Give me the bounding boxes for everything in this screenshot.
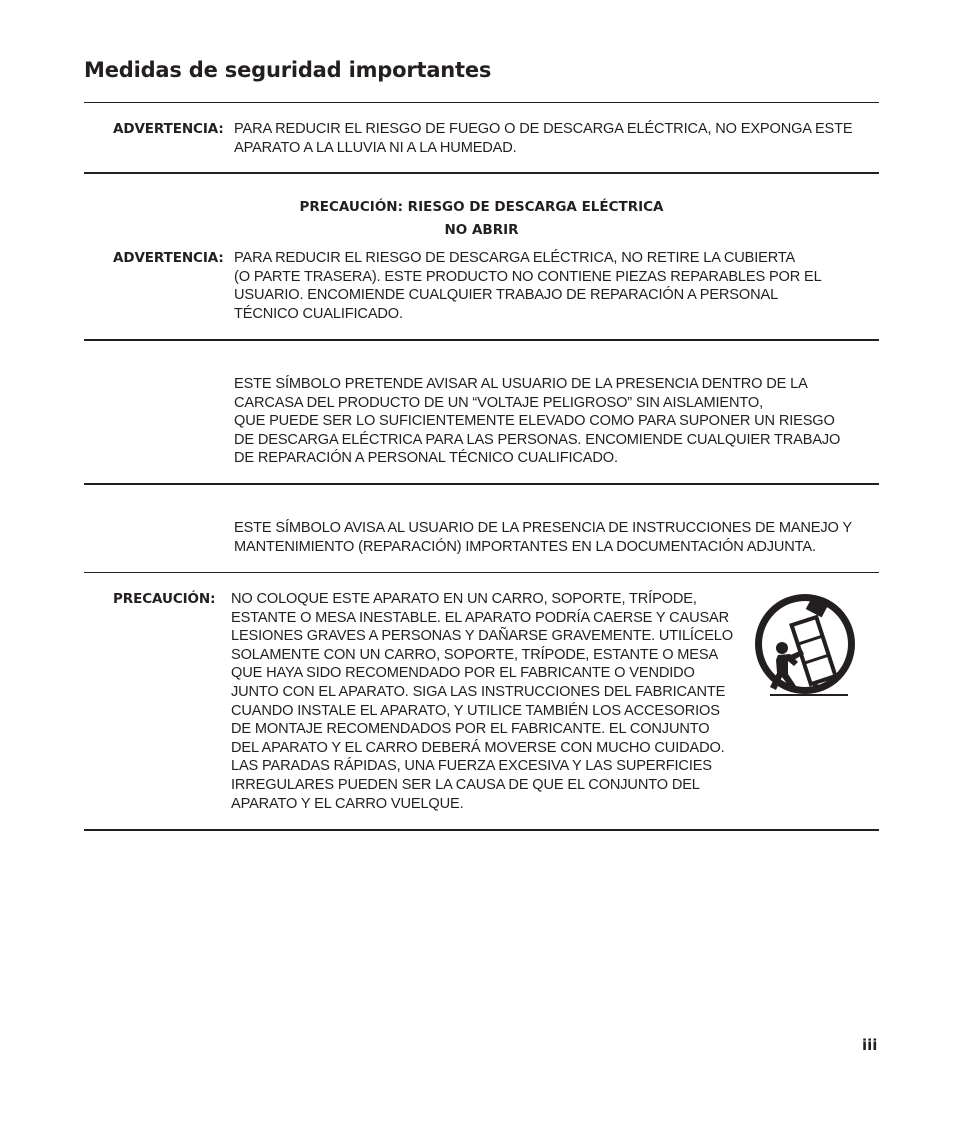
text-line: DE REPARACIÓN A PERSONAL TÉCNICO CUALIFICADO. [234,450,618,467]
caution-header-line: PRECAUCIÓN: RIESGO DE DESCARGA ELÉCTRICA [299,199,664,215]
warning-label: ADVERTENCIA: [113,250,224,266]
warning-label: ADVERTENCIA: [113,121,224,137]
divider [84,483,879,485]
voltage-symbol-text [234,375,840,468]
text-line: PARA REDUCIR EL RIESGO DE FUEGO O DE DESCARGA ELÉCTRICA, NO EXPONGA ESTE [234,121,853,137]
page-title: Medidas de seguridad importantes [84,58,492,82]
text-line: APARATO Y EL CARRO VUELQUE. [231,795,464,812]
divider [84,172,879,174]
caution-header [84,196,879,242]
text-line: NO COLOQUE ESTE APARATO EN UN CARRO, SOPORTE, TRÍPODE, [231,591,697,607]
caution-text [231,590,733,813]
caution-header-line: NO ABRIR [444,222,519,238]
text-line: CUANDO INSTALE EL APARATO, Y UTILICE TAMBIÉN LOS ACCESORIOS [231,702,720,719]
text-line: ESTE SÍMBOLO PRETENDE AVISAR AL USUARIO DE LA PRESENCIA DENTRO DE LA [234,376,808,392]
text-line: TÉCNICO CUALIFICADO. [234,305,403,322]
text-line: DE DESCARGA ELÉCTRICA PARA LAS PERSONAS. ENCOMIENDE CUALQUIER TRABAJO [234,431,841,448]
text-line: PARA REDUCIR EL RIESGO DE DESCARGA ELÉCTRICA, NO RETIRE LA CUBIERTA [234,250,796,266]
divider-top [84,102,879,103]
text-line: ESTE SÍMBOLO AVISA AL USUARIO DE LA PRESENCIA DE INSTRUCCIONES DE MANEJO Y [234,520,852,536]
text-line: SOLAMENTE CON UN CARRO, SOPORTE, TRÍPODE, ESTANTE O MESA [231,646,719,663]
text-line: USUARIO. ENCOMIENDE CUALQUIER TRABAJO DE REPARACIÓN A PERSONAL [234,287,779,304]
cart-tipover-warning-icon [752,594,858,700]
text-line: DEL APARATO Y EL CARRO DEBERÁ MOVERSE CON MUCHO CUIDADO. [231,739,725,756]
text-line: DE MONTAJE RECOMENDADOS POR EL FABRICANTE. EL CONJUNTO [231,721,710,738]
text-line: QUE PUEDE SER LO SUFICIENTEMENTE ELEVADO COMO PARA SUPONER UN RIESGO [234,413,835,430]
divider-bottom [84,829,879,831]
text-line: IRREGULARES PUEDEN SER LA CAUSA DE QUE EL CONJUNTO DEL [231,776,700,793]
text-line: CARCASA DEL PRODUCTO DE UN “VOLTAJE PELIGROSO” SIN AISLAMIENTO, [234,394,764,411]
text-line: (O PARTE TRASERA). ESTE PRODUCTO NO CONTIENE PIEZAS REPARABLES POR EL [234,268,822,285]
page-number: iii [862,1036,878,1054]
text-line: MANTENIMIENTO (REPARACIÓN) IMPORTANTES EN LA DOCUMENTACIÓN ADJUNTA. [234,538,816,555]
instructions-symbol-text [234,519,852,556]
text-line: LESIONES GRAVES A PERSONAS Y DAÑARSE GRAVEMENTE. UTILÍCELO [231,628,733,645]
text-line: JUNTO CON EL APARATO. SIGA LAS INSTRUCCIONES DEL FABRICANTE [231,683,726,700]
caution-label: PRECAUCIÓN: [113,591,216,607]
text-line: LAS PARADAS RÁPIDAS, UNA FUERZA EXCESIVA Y LAS SUPERFICIES [231,758,712,775]
warning-text [234,249,822,323]
divider [84,339,879,341]
text-line: QUE HAYA SIDO RECOMENDADO POR EL FABRICANTE O VENDIDO [231,665,695,682]
divider [84,572,879,573]
warning-text [234,120,853,157]
text-line: APARATO A LA LLUVIA NI A LA HUMEDAD. [234,139,517,156]
text-line: ESTANTE O MESA INESTABLE. EL APARATO PODRÍA CAERSE Y CAUSAR [231,609,730,626]
